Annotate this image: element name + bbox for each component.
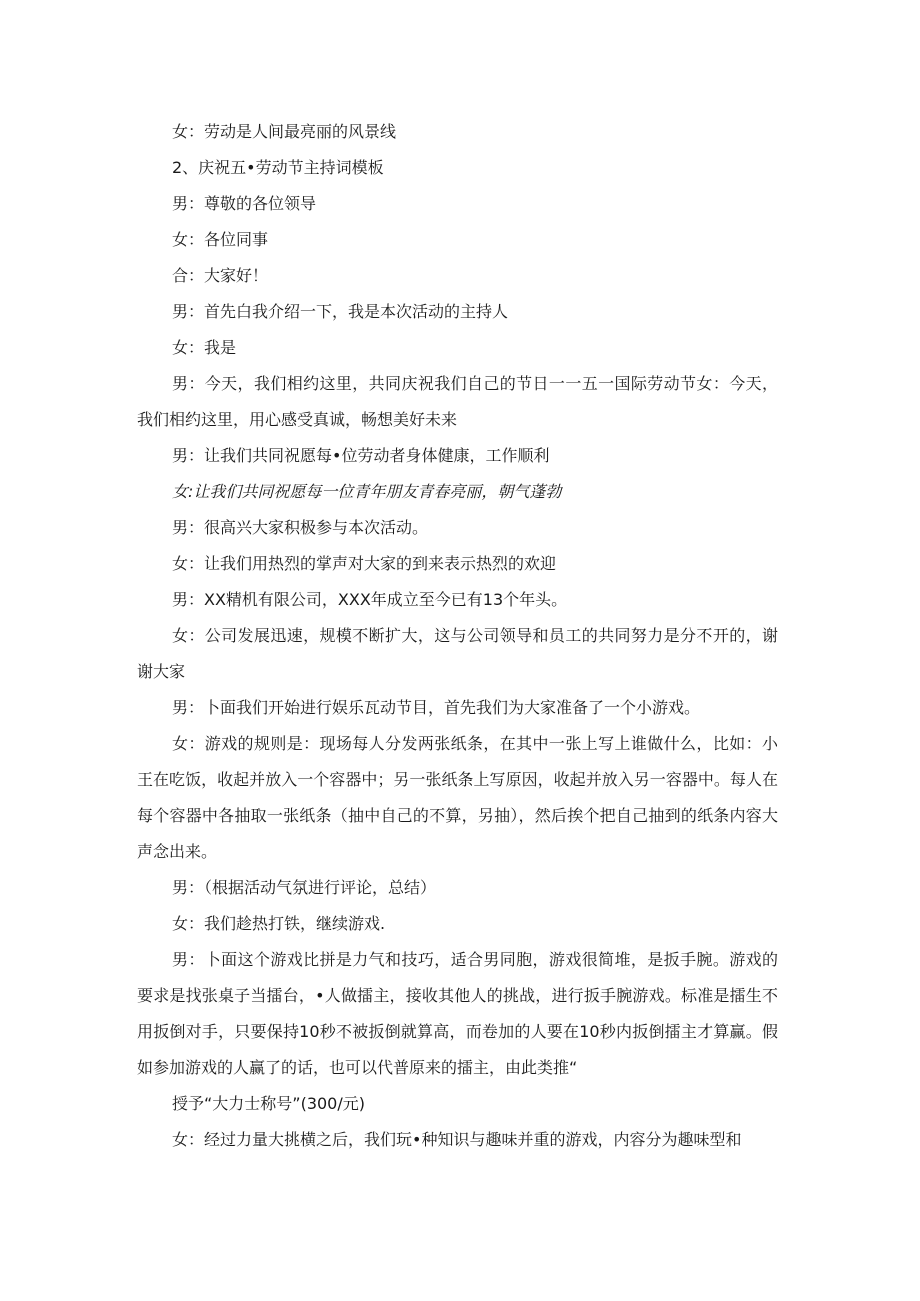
dialogue-paragraph-male: 男：卜面这个游戏比拼是力气和技巧，适合男同胞，游戏很简堆，是扳手腕。游戏的要求是找张桌子当擂台，•人做擂主，接收其他人的挑战，进行扳手腕游戏。标准是擂生不用扳倒对手，只要保持10秒不被扳倒就算高，而卷加的人要在10秒内扳倒擂主才算赢。假如参加游戏的人赢了的话，也可以代普原来的擂主，由此类推“ <box>137 950 778 1077</box>
dialogue-line-male: 男：首先白我介绍一下，我是本次活动的主持人 <box>172 302 509 321</box>
dialogue-line-female: 女：我是 <box>172 338 237 357</box>
dialogue-line-male: 男：（根据活动气氛进行评论，总结） <box>172 878 437 897</box>
dialogue-line-male: 男：XX精机有限公司，XXX年成立至今已有13个年头。 <box>172 590 568 609</box>
dialogue-line-female: 女：各位同事 <box>172 230 269 249</box>
dialogue-line-female: 女：我们趁热打铁，继续游戏. <box>172 914 386 933</box>
section-heading: 2、庆祝五•劳动节主持词模板 <box>172 158 384 177</box>
document-body <box>137 114 778 1158</box>
dialogue-line-female: 女：劳动是人间最亮丽的风景线 <box>172 122 397 141</box>
dialogue-line-female: 女:让我们共同祝愿每一位青年朋友青春亮丽，朝气蓬勃 <box>172 482 562 501</box>
dialogue-line-female: 女：经过力量大挑横之后，我们玩•种知识与趣味并重的游戏，内容分为趣味型和 <box>172 1130 742 1149</box>
dialogue-line-together: 合：大家好！ <box>172 266 269 285</box>
dialogue-line-male: 男：很高兴大家积极参与本次活动。 <box>172 518 429 537</box>
dialogue-line-male: 男：尊敬的各位领导 <box>172 194 317 213</box>
dialogue-line-male: 男：让我们共同祝愿每•位劳动者身体健康，工作顺利 <box>172 446 550 465</box>
dialogue-line-female: 女：让我们用热烈的掌声对大家的到来表示热烈的欢迎 <box>172 554 557 573</box>
dialogue-paragraph-female: 女：公司发展迅速，规模不断扩大，这与公司领导和员工的共同努力是分不开的，谢谢大家 <box>137 626 778 681</box>
dialogue-paragraph-female: 女：游戏的规则是：现场每人分发两张纸条，在其中一张上写上谁做什么，比如：小王在吃饭，收起并放入一个容器中；另一张纸条上写原因，收起并放入另一容器中。每人在每个容器中各抽取一张纸条（抽中自己的不算，另抽），然后挨个把自己抽到的纸条内容大声念出来。 <box>137 734 778 861</box>
dialogue-line-male: 男：卜面我们开始进行娱乐瓦动节目，首先我们为大家准备了一个小游戏。 <box>172 698 701 717</box>
dialogue-paragraph-male: 男：今天，我们相约这里，共同庆祝我们自己的节日一一五一国际劳动节女：今天，我们相约这里，用心感受真诚，畅想美好未来 <box>137 374 778 429</box>
award-line: 授予“大力士称号”(300/元) <box>172 1094 365 1113</box>
